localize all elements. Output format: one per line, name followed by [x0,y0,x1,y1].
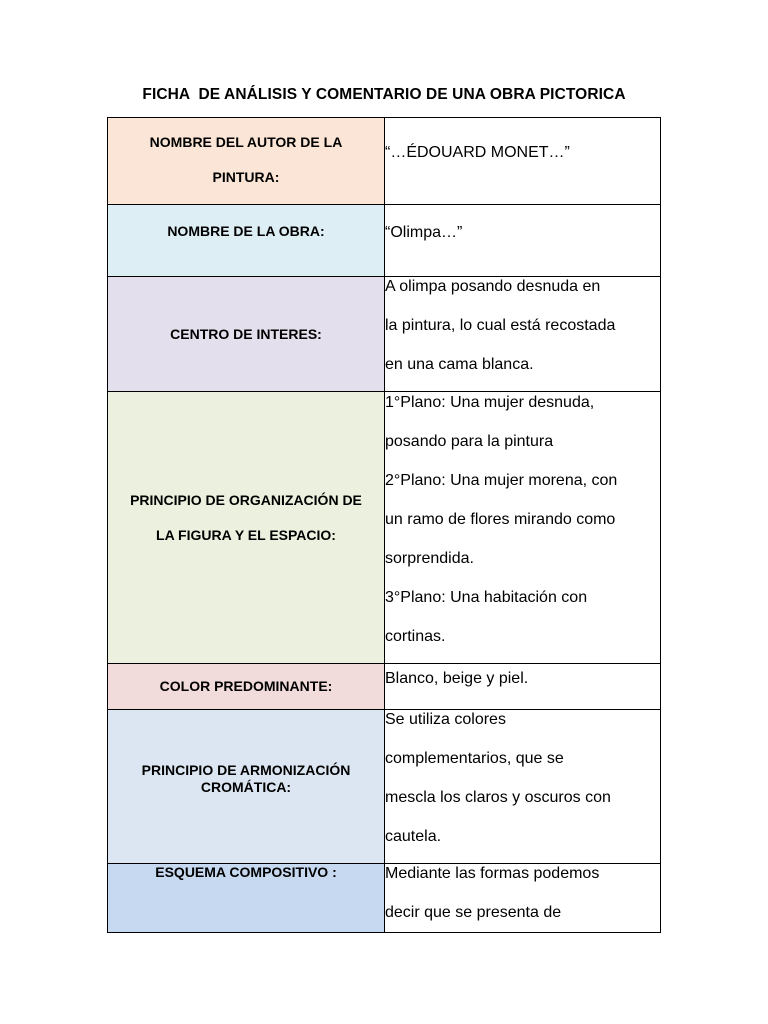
label-line: COLOR PREDOMINANTE: [159,678,333,694]
label-line: NOMBRE DE LA OBRA: [167,223,325,239]
value-line: 3°Plano: Una habitación con [385,589,588,606]
value-line: Mediante las formas podemos [385,865,600,882]
label-cell-organization [108,392,385,664]
value-cell-author [385,118,661,205]
table-row-compositional-scheme [108,864,661,933]
label-cell-predominant-color [108,664,385,710]
value-line: cortinas. [385,628,446,645]
value-cell-compositional-scheme [385,864,661,933]
value-line: mescla los claros y oscuros con [385,789,611,806]
value-line: Se utiliza colores [385,711,506,728]
label-cell-compositional-scheme [108,864,385,933]
label-line: PRINCIPIO DE ORGANIZACIÓN DE [130,491,362,508]
table-row-author [108,118,661,205]
table-row-work-name [108,205,661,277]
analysis-table [107,117,661,933]
value-cell-center-of-interest [385,277,661,392]
value-line: complementarios, que se [385,750,564,767]
value-line: decir que se presenta de [385,904,562,921]
label-line: CROMÁTICA: [200,778,292,795]
value-line: cautela. [385,828,442,845]
table-row-center-of-interest [108,277,661,392]
value-line: “Olimpa…” [385,224,463,241]
label-line: PINTURA: [212,169,280,185]
value-line: sorprendida. [385,550,474,567]
document-title: FICHA DE ANÁLISIS Y COMENTARIO DE UNA OBRA PICTORICA [142,86,626,103]
label-line: PRINCIPIO DE ARMONIZACIÓN [141,761,351,778]
value-cell-chromatic-harmony [385,710,661,864]
value-line: la pintura, lo cual está recostada [385,317,616,334]
value-cell-organization [385,392,661,664]
label-cell-work-name [108,205,385,277]
value-line: Blanco, beige y piel. [385,670,529,687]
label-cell-chromatic-harmony [108,710,385,864]
value-line: 1°Plano: Una mujer desnuda, [385,394,595,411]
label-line: NOMBRE DEL AUTOR DE LA [149,134,343,150]
label-line: LA FIGURA Y EL ESPACIO: [156,526,336,543]
table-row-organization [108,392,661,664]
label-line: CENTRO DE INTERES: [170,325,322,342]
label-cell-center-of-interest [108,277,385,392]
label-cell-author [108,118,385,205]
value-line: un ramo de flores mirando como [385,511,616,528]
value-line: en una cama blanca. [385,356,534,373]
value-line: A olimpa posando desnuda en [385,278,601,295]
table-row-chromatic-harmony [108,710,661,864]
value-line: posando para la pintura [385,433,554,450]
label-line: ESQUEMA COMPOSITIVO : [155,864,337,880]
value-line: 2°Plano: Una mujer morena, con [385,472,618,489]
value-cell-work-name [385,205,661,277]
value-line: “…ÉDOUARD MONET…” [385,144,570,161]
